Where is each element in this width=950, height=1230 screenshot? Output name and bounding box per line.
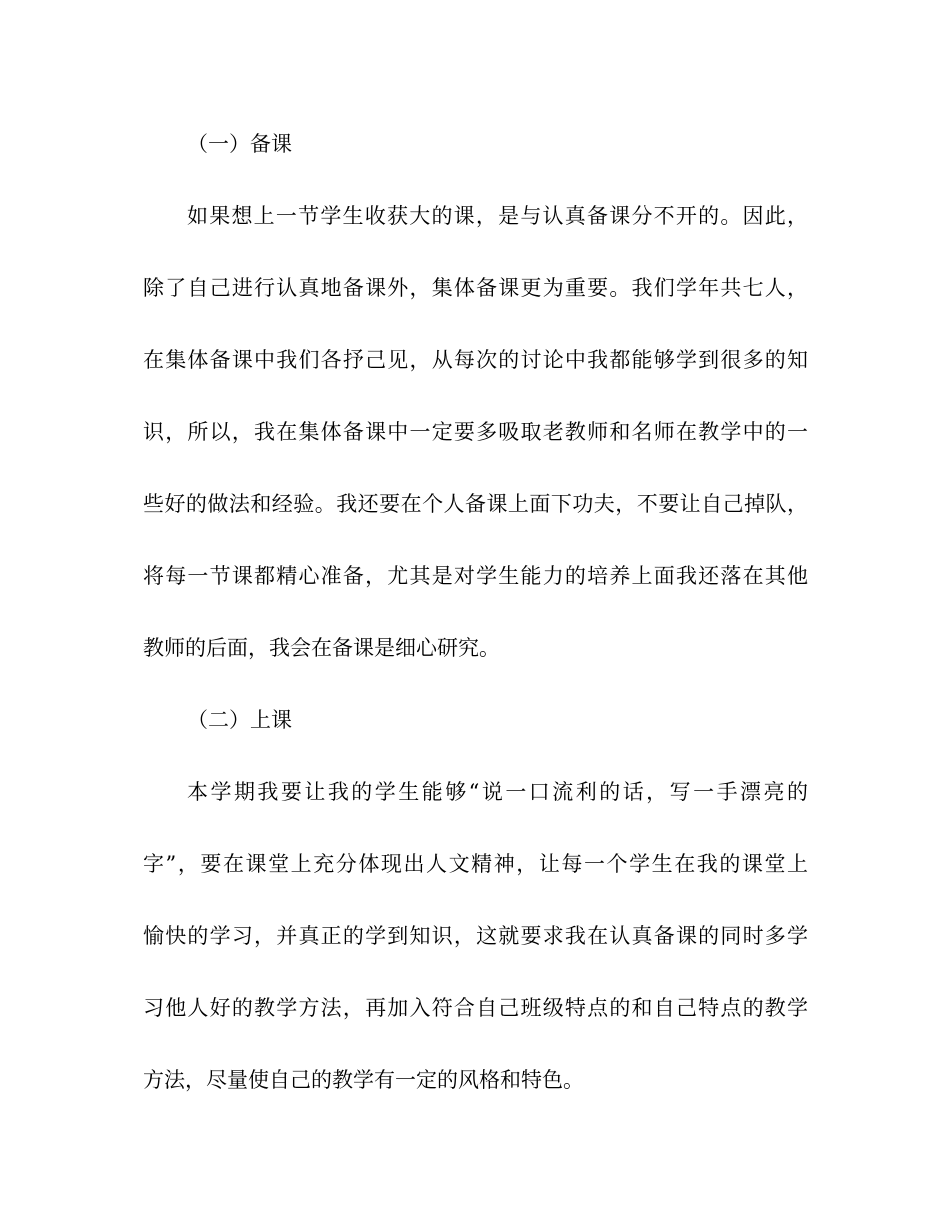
paragraph-line: 在集体备课中我们各抒己见，从每次的讨论中我都能够学到很多的知 [143, 348, 808, 372]
section-heading-lesson-prep: （一）备课 [187, 132, 292, 156]
section-heading-teaching: （二）上课 [187, 708, 292, 732]
paragraph-line: 教师的后面，我会在备课是细心研究。 [143, 636, 500, 660]
paragraph-line: 本学期我要让我的学生能够“说一口流利的话，写一手漂亮的 [187, 780, 808, 804]
paragraph-line: 愉快的学习，并真正的学到知识，这就要求我在认真备课的同时多学 [143, 924, 808, 948]
paragraph-line: 字”，要在课堂上充分体现出人文精神，让每一个学生在我的课堂上 [143, 852, 808, 876]
paragraph-line: 如果想上一节学生收获大的课，是与认真备课分不开的。因此， [187, 204, 808, 228]
paragraph-line: 习他人好的教学方法，再加入符合自己班级特点的和自己特点的教学 [143, 996, 808, 1020]
document-body [143, 126, 808, 1134]
paragraph-line: 识，所以，我在集体备课中一定要多吸取老教师和名师在教学中的一 [143, 420, 808, 444]
paragraph-line: 些好的做法和经验。我还要在个人备课上面下功夫，不要让自己掉队， [143, 492, 808, 516]
paragraph-line: 方法，尽量使自己的教学有一定的风格和特色。 [143, 1068, 584, 1092]
paragraph-line: 除了自己进行认真地备课外，集体备课更为重要。我们学年共七人， [143, 276, 808, 300]
paragraph-line: 将每一节课都精心准备，尤其是对学生能力的培养上面我还落在其他 [143, 564, 808, 588]
